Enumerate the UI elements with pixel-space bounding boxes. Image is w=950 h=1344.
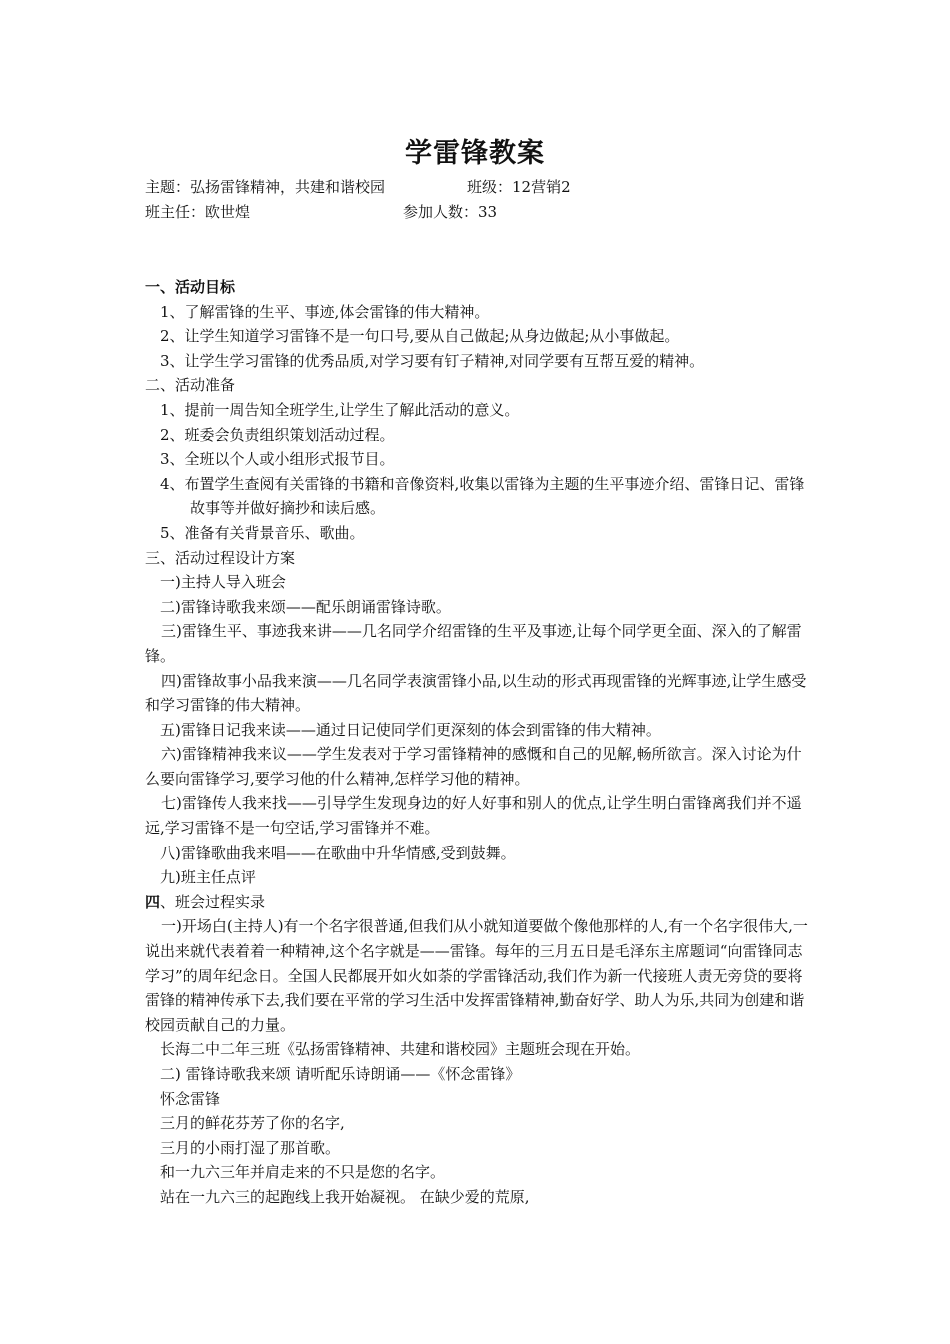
section-heading-record [145, 890, 810, 915]
goal-item: 1、了解雷锋的生平、事迹,体会雷锋的伟大精神。 [160, 302, 490, 321]
record-paragraph: 一)开场白(主持人)有一个名字很普通,但我们从小就知道要做个像他那样的人,有一个名字很伟大,一说出来就代表着着一种精神,这个名字就是——雷锋。每年的三月五日是毛泽东主席题词“向雷锋同志学习”的周年纪念日。全国人民都展开如火如荼的学雷锋活动,我们作为新一代接班人责无旁贷的要将雷锋的精神传承下去,我们要在平常的学习生活中发挥雷锋精神,勤奋好学、助人为乐,共同为创建和谐校园贡献自己的力量。 [145, 917, 808, 1034]
prep-item: 5、准备有关背景音乐、歌曲。 [160, 523, 365, 542]
record-paragraph: 长海二中二年三班《弘扬雷锋精神、共建和谐校园》主题班会现在开始。 [160, 1040, 641, 1059]
poem-line: 三月的小雨打湿了那首歌。 [160, 1138, 341, 1157]
plan-item: 二)雷锋诗歌我来颂——配乐朗诵雷锋诗歌。 [160, 597, 451, 616]
poem-line: 和一九六三年并肩走来的不只是您的名字。 [160, 1163, 446, 1182]
plan-item: 九)班主任点评 [160, 868, 256, 887]
plan-item: 七)雷锋传人我来找——引导学生发现身边的好人好事和别人的优点,让学生明白雷锋离我们并不遥远,学习雷锋不是一句空话,学习雷锋并不难。 [145, 794, 802, 838]
document-title: 学雷锋教案 [405, 138, 545, 169]
poem-line: 站在一九六三的起跑线上我开始凝视。 在缺少爱的荒原, [160, 1187, 530, 1206]
meta-count: 参加人数：33 [403, 203, 498, 221]
section-heading-prep: 二、活动准备 [145, 376, 236, 395]
plan-item: 五)雷锋日记我来读——通过日记使同学们更深刻的体会到雷锋的伟大精神。 [160, 720, 661, 739]
poem-title: 怀念雷锋 [160, 1089, 221, 1108]
prep-item: 1、提前一周告知全班学生,让学生了解此活动的意义。 [160, 400, 520, 419]
goal-item: 3、让学生学习雷锋的优秀品质,对学习要有钉子精神,对同学要有互帮互爱的精神。 [160, 351, 705, 370]
plan-item: 一)主持人导入班会 [160, 573, 286, 592]
poem-line: 三月的鲜花芬芳了你的名字, [160, 1114, 345, 1133]
prep-item: 3、全班以个人或小组形式报节目。 [160, 450, 395, 469]
meta-teacher: 班主任：欧世煌 [145, 203, 251, 221]
prep-item: 2、班委会负责组织策划活动过程。 [160, 425, 395, 444]
section-heading-record-text: 、班会过程实录 [160, 892, 266, 911]
document-body [145, 275, 810, 1210]
plan-item: 八)雷锋歌曲我来唱——在歌曲中升华情感,受到鼓舞。 [160, 843, 516, 862]
prep-item: 4、布置学生查阅有关雷锋的书籍和音像资料,收集以雷锋为主题的生平事迹介绍、雷锋日记、雷锋故事等并做好摘抄和读后感。 [160, 474, 805, 518]
goal-item: 2、让学生知道学习雷锋不是一句口号,要从自己做起;从身边做起;从小事做起。 [160, 327, 680, 346]
meta-class: 班级：12营销2 [467, 178, 571, 196]
plan-item: 六)雷锋精神我来议——学生发表对于学习雷锋精神的感慨和自己的见解,畅所欲言。深入讨论为什么要向雷锋学习,要学习他的什么精神,怎样学习他的精神。 [145, 745, 802, 788]
record-paragraph: 二) 雷锋诗歌我来颂 请听配乐诗朗诵——《怀念雷锋》 [160, 1065, 521, 1083]
section-heading-goals: 一、活动目标 [145, 278, 236, 296]
meta-theme: 主题：弘扬雷锋精神，共建和谐校园 [145, 178, 386, 196]
plan-item: 四)雷锋故事小品我来演——几名同学表演雷锋小品,以生动的形式再现雷锋的光辉事迹,让学生感受和学习雷锋的伟大精神。 [145, 671, 807, 715]
plan-item: 三)雷锋生平、事迹我来讲——几名同学介绍雷锋的生平及事迹,让每个同学更全面、深入的了解雷锋。 [145, 622, 802, 665]
section-heading-record-number: 四 [145, 892, 161, 911]
section-heading-plan: 三、活动过程设计方案 [145, 548, 296, 567]
